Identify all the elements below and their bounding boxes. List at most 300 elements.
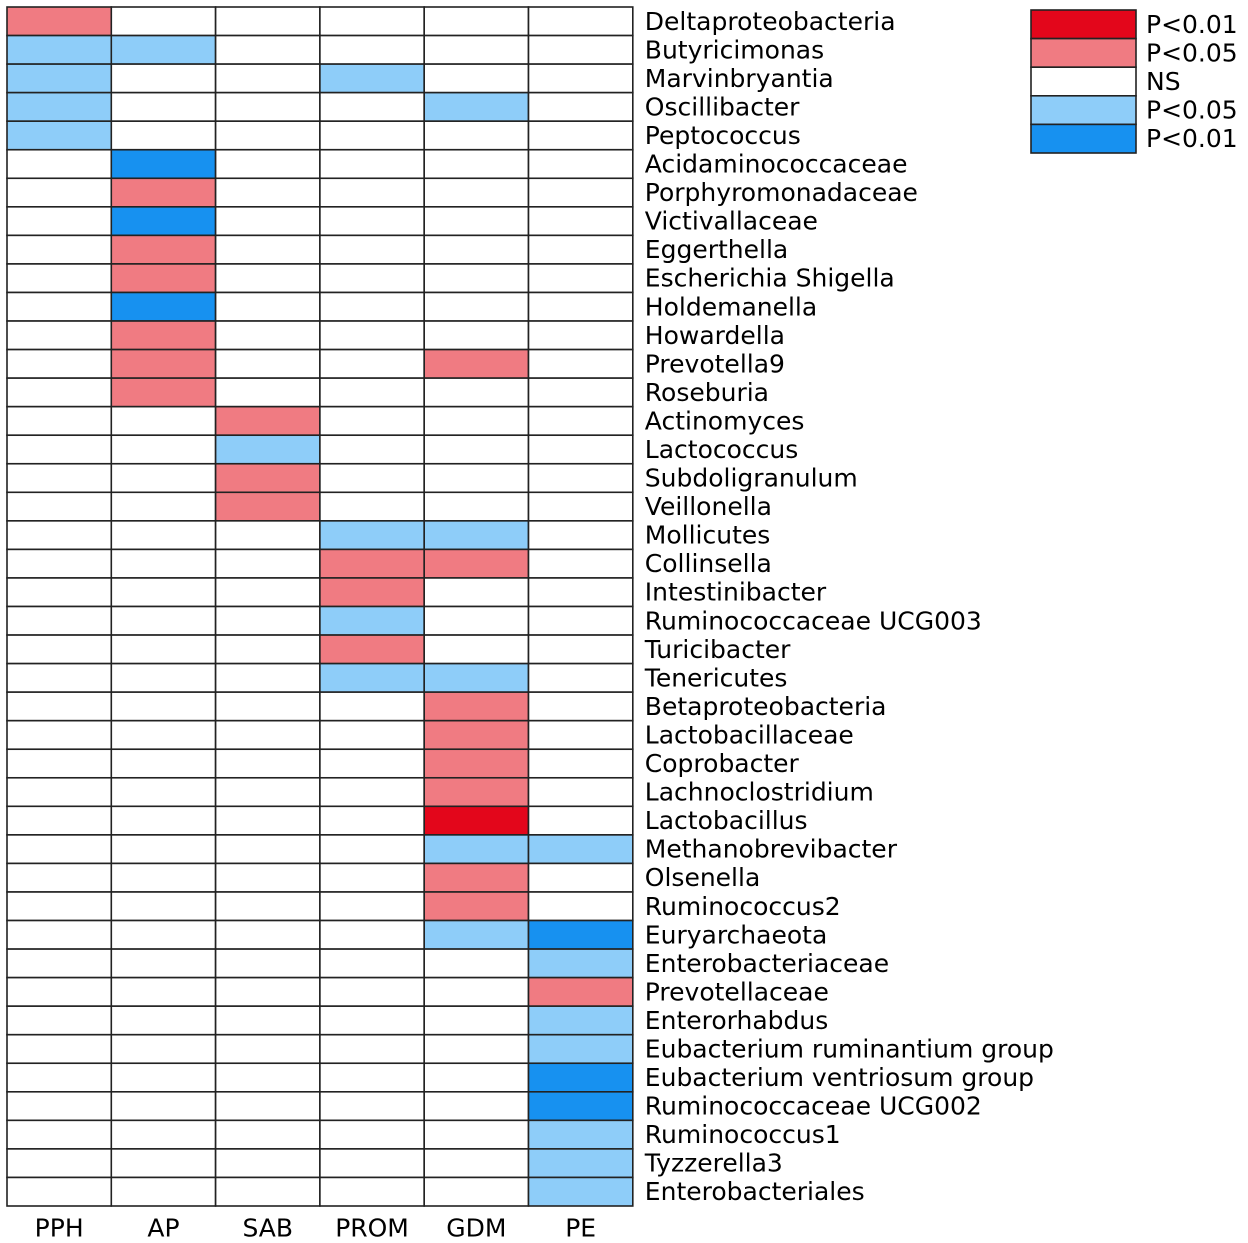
heatmap-cell-tyzzerella3-pph <box>7 1149 111 1178</box>
heatmap-cell-eggerthella-pph <box>7 235 111 264</box>
heatmap-cell-lachnoclostridium-pph <box>7 778 111 807</box>
row-label-porphyromonadaceae: Porphyromonadaceae <box>644 178 918 208</box>
column-label-sab: SAB <box>242 1213 294 1243</box>
heatmap-cell-lactobacillaceae-gdm <box>424 721 528 750</box>
heatmap-cell-olsenella-pe <box>529 863 633 892</box>
heatmap-cell-prevotellaceae-pph <box>7 978 111 1007</box>
heatmap-cell-butyricimonas-pe <box>529 36 633 65</box>
legend <box>1031 10 1238 153</box>
heatmap-cell-tenericutes-prom <box>320 664 424 693</box>
heatmap-cell-coprobacter-gdm <box>424 749 528 778</box>
heatmap-cell-roseburia-gdm <box>424 378 528 407</box>
row-label-euryarchaeota: Euryarchaeota <box>644 920 828 950</box>
heatmap-cell-eubacterium-ventriosum-group-pe <box>529 1063 633 1092</box>
heatmap-cell-lactobacillaceae-pe <box>529 721 633 750</box>
row-label-tenericutes: Tenericutes <box>644 663 788 693</box>
heatmap-cell-actinomyces-gdm <box>424 407 528 436</box>
heatmap-cell-collinsella-ap <box>111 549 215 578</box>
row-label-acidaminococcaceae: Acidaminococcaceae <box>644 149 908 179</box>
heatmap-cell-howardella-pe <box>529 321 633 350</box>
heatmap-cell-victivallaceae-gdm <box>424 207 528 236</box>
heatmap-cell-porphyromonadaceae-sab <box>216 178 320 207</box>
heatmap-cell-ruminococcus2-pph <box>7 892 111 921</box>
heatmap-cell-tyzzerella3-pe <box>529 1149 633 1178</box>
heatmap-cell-lactobacillus-prom <box>320 806 424 835</box>
heatmap-cell-ruminococcus1-prom <box>320 1120 424 1149</box>
legend-label-red_01: P<0.01 <box>1146 9 1238 39</box>
heatmap-cell-holdemanella-pe <box>529 292 633 321</box>
heatmap-cell-marvinbryantia-prom <box>320 64 424 93</box>
heatmap-cell-tyzzerella3-prom <box>320 1149 424 1178</box>
heatmap-cell-ruminococcaceae-ucg003-pe <box>529 607 633 636</box>
heatmap-cell-marvinbryantia-gdm <box>424 64 528 93</box>
heatmap-cell-marvinbryantia-pe <box>529 64 633 93</box>
heatmap-cell-enterorhabdus-pph <box>7 1006 111 1035</box>
heatmap-cell-turicibacter-sab <box>216 635 320 664</box>
heatmap-cell-methanobrevibacter-gdm <box>424 835 528 864</box>
legend-label-blue_05: P<0.05 <box>1146 95 1238 125</box>
heatmap-cell-marvinbryantia-ap <box>111 64 215 93</box>
heatmap-cell-deltaproteobacteria-sab <box>216 7 320 36</box>
heatmap-cell-actinomyces-pe <box>529 407 633 436</box>
column-label-pe: PE <box>565 1213 597 1243</box>
row-label-lactococcus: Lactococcus <box>644 434 799 464</box>
heatmap-cell-eubacterium-ruminantium-group-prom <box>320 1035 424 1064</box>
heatmap-cell-peptococcus-prom <box>320 121 424 150</box>
heatmap-cell-eggerthella-gdm <box>424 235 528 264</box>
heatmap-cell-acidaminococcaceae-ap <box>111 150 215 179</box>
heatmap-cell-methanobrevibacter-ap <box>111 835 215 864</box>
heatmap-cell-escherichia-shigella-gdm <box>424 264 528 293</box>
heatmap-cell-betaproteobacteria-ap <box>111 692 215 721</box>
heatmap-cell-enterorhabdus-sab <box>216 1006 320 1035</box>
heatmap-cell-ruminococcus1-sab <box>216 1120 320 1149</box>
heatmap-cell-enterobacteriales-ap <box>111 1177 215 1206</box>
heatmap-cell-enterobacteriaceae-pe <box>529 949 633 978</box>
heatmap-cell-ruminococcus2-prom <box>320 892 424 921</box>
heatmap-cell-oscillibacter-sab <box>216 93 320 122</box>
heatmap-cell-eubacterium-ventriosum-group-gdm <box>424 1063 528 1092</box>
column-labels <box>35 1214 596 1243</box>
row-label-marvinbryantia: Marvinbryantia <box>644 63 834 93</box>
heatmap-cell-betaproteobacteria-prom <box>320 692 424 721</box>
heatmap-cell-porphyromonadaceae-pe <box>529 178 633 207</box>
heatmap-cell-acidaminococcaceae-pe <box>529 150 633 179</box>
heatmap-cell-turicibacter-gdm <box>424 635 528 664</box>
heatmap-cell-ruminococcus1-pe <box>529 1120 633 1149</box>
heatmap-cell-mollicutes-gdm <box>424 521 528 550</box>
heatmap-cell-ruminococcus1-gdm <box>424 1120 528 1149</box>
row-label-escherichia-shigella: Escherichia Shigella <box>644 263 895 293</box>
heatmap-cell-ruminococcus1-ap <box>111 1120 215 1149</box>
heatmap-cell-escherichia-shigella-pe <box>529 264 633 293</box>
row-label-butyricimonas: Butyricimonas <box>644 35 825 65</box>
heatmap-cell-collinsella-sab <box>216 549 320 578</box>
legend-swatch-red_01 <box>1031 10 1136 39</box>
legend-label-ns: NS <box>1146 67 1181 96</box>
heatmap-cell-enterorhabdus-prom <box>320 1006 424 1035</box>
heatmap-cell-subdoligranulum-sab <box>216 464 320 493</box>
heatmap-cell-holdemanella-pph <box>7 292 111 321</box>
heatmap-cell-marvinbryantia-pph <box>7 64 111 93</box>
column-label-gdm: GDM <box>446 1213 507 1243</box>
row-label-howardella: Howardella <box>644 320 785 350</box>
column-label-pph: PPH <box>34 1213 84 1243</box>
row-label-eubacterium-ruminantium-group: Eubacterium ruminantium group <box>644 1034 1054 1064</box>
row-label-olsenella: Olsenella <box>644 863 761 893</box>
heatmap-cell-ruminococcus1-pph <box>7 1120 111 1149</box>
row-label-prevotellaceae: Prevotellaceae <box>644 977 829 1007</box>
heatmap-cell-victivallaceae-prom <box>320 207 424 236</box>
row-label-turicibacter: Turicibacter <box>644 634 791 664</box>
heatmap-cell-veillonella-sab <box>216 492 320 521</box>
heatmap-cell-deltaproteobacteria-pe <box>529 7 633 36</box>
legend-label-red_05: P<0.05 <box>1146 38 1238 68</box>
row-label-ruminococcus2: Ruminococcus2 <box>644 891 841 921</box>
heatmap-cell-holdemanella-prom <box>320 292 424 321</box>
heatmap-cell-lachnoclostridium-pe <box>529 778 633 807</box>
heatmap-cell-euryarchaeota-pph <box>7 921 111 950</box>
heatmap-cell-prevotellaceae-sab <box>216 978 320 1007</box>
heatmap-cell-olsenella-prom <box>320 863 424 892</box>
heatmap-cell-butyricimonas-gdm <box>424 36 528 65</box>
heatmap-cell-actinomyces-prom <box>320 407 424 436</box>
heatmap-cell-peptococcus-gdm <box>424 121 528 150</box>
heatmap-cell-prevotella9-ap <box>111 350 215 379</box>
heatmap-cell-enterobacteriales-gdm <box>424 1177 528 1206</box>
heatmap-cell-enterobacteriales-pph <box>7 1177 111 1206</box>
heatmap-cell-betaproteobacteria-pe <box>529 692 633 721</box>
heatmap-cell-turicibacter-prom <box>320 635 424 664</box>
heatmap-cell-betaproteobacteria-gdm <box>424 692 528 721</box>
heatmap-cell-holdemanella-sab <box>216 292 320 321</box>
row-label-enterorhabdus: Enterorhabdus <box>644 1005 829 1035</box>
row-label-ruminococcaceae-ucg003: Ruminococcaceae UCG003 <box>644 606 982 636</box>
heatmap-cell-euryarchaeota-prom <box>320 921 424 950</box>
heatmap-cell-collinsella-gdm <box>424 549 528 578</box>
heatmap-cell-lactococcus-prom <box>320 435 424 464</box>
row-label-lactobacillus: Lactobacillus <box>644 806 808 836</box>
heatmap-cell-prevotellaceae-ap <box>111 978 215 1007</box>
legend-swatch-ns <box>1031 67 1136 96</box>
heatmap-cell-lachnoclostridium-sab <box>216 778 320 807</box>
row-label-ruminococcus1: Ruminococcus1 <box>644 1120 841 1150</box>
heatmap-cell-eggerthella-pe <box>529 235 633 264</box>
row-label-coprobacter: Coprobacter <box>644 749 799 779</box>
heatmap-cell-ruminococcaceae-ucg003-ap <box>111 607 215 636</box>
heatmap-cell-eubacterium-ruminantium-group-sab <box>216 1035 320 1064</box>
row-label-victivallaceae: Victivallaceae <box>644 206 818 236</box>
heatmap-cell-lactobacillaceae-sab <box>216 721 320 750</box>
heatmap-cell-acidaminococcaceae-sab <box>216 150 320 179</box>
heatmap-cell-ruminococcaceae-ucg003-gdm <box>424 607 528 636</box>
heatmap-cell-victivallaceae-pph <box>7 207 111 236</box>
heatmap-cell-butyricimonas-sab <box>216 36 320 65</box>
heatmap-cell-deltaproteobacteria-ap <box>111 7 215 36</box>
heatmap-cell-ruminococcus2-pe <box>529 892 633 921</box>
heatmap-cell-ruminococcus2-ap <box>111 892 215 921</box>
heatmap-cell-eubacterium-ruminantium-group-ap <box>111 1035 215 1064</box>
heatmap-cell-ruminococcaceae-ucg002-ap <box>111 1092 215 1121</box>
heatmap-cell-peptococcus-ap <box>111 121 215 150</box>
row-label-eubacterium-ventriosum-group: Eubacterium ventriosum group <box>644 1063 1035 1093</box>
heatmap-cell-veillonella-prom <box>320 492 424 521</box>
heatmap-cell-acidaminococcaceae-gdm <box>424 150 528 179</box>
heatmap-cell-ruminococcaceae-ucg003-sab <box>216 607 320 636</box>
heatmap-cell-lactobacillus-sab <box>216 806 320 835</box>
heatmap-cell-ruminococcus2-gdm <box>424 892 528 921</box>
heatmap-cell-lactobacillaceae-ap <box>111 721 215 750</box>
heatmap-cell-mollicutes-pe <box>529 521 633 550</box>
legend-swatch-blue_05 <box>1031 96 1136 125</box>
heatmap-cell-butyricimonas-pph <box>7 36 111 65</box>
heatmap-cell-tenericutes-pph <box>7 664 111 693</box>
row-label-subdoligranulum: Subdoligranulum <box>644 463 858 493</box>
heatmap-cell-coprobacter-sab <box>216 749 320 778</box>
heatmap-cell-peptococcus-sab <box>216 121 320 150</box>
heatmap-cell-roseburia-sab <box>216 378 320 407</box>
row-label-prevotella9: Prevotella9 <box>644 349 785 379</box>
heatmap-cell-roseburia-pph <box>7 378 111 407</box>
heatmap-cell-intestinibacter-prom <box>320 578 424 607</box>
heatmap-cell-prevotellaceae-prom <box>320 978 424 1007</box>
heatmap-cell-intestinibacter-gdm <box>424 578 528 607</box>
row-label-eggerthella: Eggerthella <box>644 235 789 265</box>
heatmap-cell-enterobacteriales-pe <box>529 1177 633 1206</box>
heatmap-cell-collinsella-pph <box>7 549 111 578</box>
heatmap-cell-marvinbryantia-sab <box>216 64 320 93</box>
heatmap-cell-eggerthella-sab <box>216 235 320 264</box>
heatmap-cell-turicibacter-pe <box>529 635 633 664</box>
column-label-prom: PROM <box>335 1213 409 1243</box>
heatmap-cell-veillonella-gdm <box>424 492 528 521</box>
heatmap-cell-lactobacillus-pe <box>529 806 633 835</box>
heatmap-cell-actinomyces-ap <box>111 407 215 436</box>
heatmap-cell-actinomyces-sab <box>216 407 320 436</box>
heatmap-cell-veillonella-pe <box>529 492 633 521</box>
heatmap-cell-euryarchaeota-ap <box>111 921 215 950</box>
heatmap-cell-veillonella-ap <box>111 492 215 521</box>
heatmap-cell-howardella-gdm <box>424 321 528 350</box>
legend-swatch-red_05 <box>1031 39 1136 68</box>
heatmap-cell-enterorhabdus-gdm <box>424 1006 528 1035</box>
heatmap-cell-porphyromonadaceae-pph <box>7 178 111 207</box>
heatmap-cell-eubacterium-ventriosum-group-prom <box>320 1063 424 1092</box>
heatmap-cell-victivallaceae-pe <box>529 207 633 236</box>
heatmap-cell-lachnoclostridium-prom <box>320 778 424 807</box>
heatmap-cell-intestinibacter-pph <box>7 578 111 607</box>
heatmap-cell-mollicutes-prom <box>320 521 424 550</box>
heatmap-cell-acidaminococcaceae-prom <box>320 150 424 179</box>
heatmap-cell-enterobacteriaceae-gdm <box>424 949 528 978</box>
heatmap-cell-oscillibacter-prom <box>320 93 424 122</box>
heatmap-cell-coprobacter-pe <box>529 749 633 778</box>
heatmap-cell-euryarchaeota-sab <box>216 921 320 950</box>
heatmap-cell-subdoligranulum-pe <box>529 464 633 493</box>
heatmap-cell-roseburia-pe <box>529 378 633 407</box>
heatmap-cell-porphyromonadaceae-prom <box>320 178 424 207</box>
heatmap-cell-veillonella-pph <box>7 492 111 521</box>
heatmap-cell-lachnoclostridium-ap <box>111 778 215 807</box>
row-label-actinomyces: Actinomyces <box>644 406 805 436</box>
heatmap-cell-turicibacter-pph <box>7 635 111 664</box>
row-label-veillonella: Veillonella <box>644 492 772 522</box>
heatmap-cell-collinsella-pe <box>529 549 633 578</box>
heatmap-cell-methanobrevibacter-pe <box>529 835 633 864</box>
heatmap-cell-ruminococcaceae-ucg002-pph <box>7 1092 111 1121</box>
heatmap-cell-escherichia-shigella-prom <box>320 264 424 293</box>
heatmap-cell-howardella-sab <box>216 321 320 350</box>
heatmap-cell-eubacterium-ventriosum-group-pph <box>7 1063 111 1092</box>
heatmap-cell-lactobacillaceae-prom <box>320 721 424 750</box>
heatmap-cell-eubacterium-ventriosum-group-ap <box>111 1063 215 1092</box>
heatmap-cell-tenericutes-pe <box>529 664 633 693</box>
heatmap-cell-oscillibacter-gdm <box>424 93 528 122</box>
heatmap-cell-lactococcus-ap <box>111 435 215 464</box>
row-label-methanobrevibacter: Methanobrevibacter <box>644 834 897 864</box>
heatmap-cell-howardella-ap <box>111 321 215 350</box>
heatmap-cell-collinsella-prom <box>320 549 424 578</box>
legend-label-blue_01: P<0.01 <box>1146 124 1238 154</box>
heatmap-cell-olsenella-pph <box>7 863 111 892</box>
heatmap-cell-enterobacteriales-sab <box>216 1177 320 1206</box>
heatmap-cell-lachnoclostridium-gdm <box>424 778 528 807</box>
heatmap-cell-prevotellaceae-gdm <box>424 978 528 1007</box>
heatmap-cell-eubacterium-ruminantium-group-pph <box>7 1035 111 1064</box>
heatmap-cell-prevotella9-pph <box>7 350 111 379</box>
heatmap-cell-ruminococcaceae-ucg002-prom <box>320 1092 424 1121</box>
heatmap-cell-holdemanella-gdm <box>424 292 528 321</box>
heatmap-cell-turicibacter-ap <box>111 635 215 664</box>
heatmap-cell-peptococcus-pe <box>529 121 633 150</box>
legend-swatch-blue_01 <box>1031 124 1136 153</box>
heatmap-cell-eubacterium-ventriosum-group-sab <box>216 1063 320 1092</box>
heatmap-cell-subdoligranulum-gdm <box>424 464 528 493</box>
heatmap-cell-holdemanella-ap <box>111 292 215 321</box>
heatmap-cell-ruminococcaceae-ucg003-pph <box>7 607 111 636</box>
heatmap-cell-ruminococcaceae-ucg002-pe <box>529 1092 633 1121</box>
heatmap-cell-enterobacteriaceae-pph <box>7 949 111 978</box>
heatmap-cell-methanobrevibacter-pph <box>7 835 111 864</box>
heatmap-cells <box>7 7 633 1206</box>
heatmap-cell-enterorhabdus-ap <box>111 1006 215 1035</box>
heatmap-cell-lactobacillus-ap <box>111 806 215 835</box>
heatmap-cell-peptococcus-pph <box>7 121 111 150</box>
heatmap-cell-howardella-pph <box>7 321 111 350</box>
row-label-betaproteobacteria: Betaproteobacteria <box>644 691 887 721</box>
heatmap-cell-enterobacteriales-prom <box>320 1177 424 1206</box>
heatmap-cell-tyzzerella3-ap <box>111 1149 215 1178</box>
row-label-enterobacteriales: Enterobacteriales <box>644 1177 865 1207</box>
heatmap-cell-eggerthella-ap <box>111 235 215 264</box>
heatmap-cell-escherichia-shigella-sab <box>216 264 320 293</box>
heatmap-cell-escherichia-shigella-ap <box>111 264 215 293</box>
heatmap-cell-tenericutes-gdm <box>424 664 528 693</box>
heatmap-cell-tyzzerella3-sab <box>216 1149 320 1178</box>
heatmap-cell-oscillibacter-pe <box>529 93 633 122</box>
heatmap-cell-enterobacteriaceae-ap <box>111 949 215 978</box>
row-label-lactobacillaceae: Lactobacillaceae <box>644 720 854 750</box>
heatmap-cell-coprobacter-ap <box>111 749 215 778</box>
heatmap-cell-prevotella9-prom <box>320 350 424 379</box>
row-label-intestinibacter: Intestinibacter <box>644 577 827 607</box>
heatmap-cell-lactococcus-pph <box>7 435 111 464</box>
heatmap-cell-olsenella-ap <box>111 863 215 892</box>
heatmap-cell-methanobrevibacter-sab <box>216 835 320 864</box>
heatmap-cell-olsenella-gdm <box>424 863 528 892</box>
heatmap-cell-ruminococcaceae-ucg002-gdm <box>424 1092 528 1121</box>
heatmap-cell-lactobacillus-gdm <box>424 806 528 835</box>
row-label-oscillibacter: Oscillibacter <box>644 92 800 122</box>
heatmap-cell-tyzzerella3-gdm <box>424 1149 528 1178</box>
row-label-ruminococcaceae-ucg002: Ruminococcaceae UCG002 <box>644 1091 982 1121</box>
heatmap-cell-coprobacter-pph <box>7 749 111 778</box>
heatmap-cell-victivallaceae-sab <box>216 207 320 236</box>
heatmap-cell-enterorhabdus-pe <box>529 1006 633 1035</box>
heatmap-cell-deltaproteobacteria-prom <box>320 7 424 36</box>
row-label-collinsella: Collinsella <box>644 549 772 579</box>
heatmap-cell-deltaproteobacteria-pph <box>7 7 111 36</box>
heatmap-cell-betaproteobacteria-sab <box>216 692 320 721</box>
heatmap-cell-olsenella-sab <box>216 863 320 892</box>
heatmap-cell-oscillibacter-pph <box>7 93 111 122</box>
heatmap-cell-tenericutes-ap <box>111 664 215 693</box>
heatmap-cell-lactococcus-gdm <box>424 435 528 464</box>
heatmap-cell-prevotella9-pe <box>529 350 633 379</box>
heatmap-cell-intestinibacter-pe <box>529 578 633 607</box>
heatmap-cell-lactobacillaceae-pph <box>7 721 111 750</box>
heatmap-cell-acidaminococcaceae-pph <box>7 150 111 179</box>
heatmap-cell-prevotella9-gdm <box>424 350 528 379</box>
heatmap-cell-escherichia-shigella-pph <box>7 264 111 293</box>
heatmap-cell-howardella-prom <box>320 321 424 350</box>
heatmap-cell-tenericutes-sab <box>216 664 320 693</box>
heatmap-cell-porphyromonadaceae-gdm <box>424 178 528 207</box>
heatmap-cell-subdoligranulum-pph <box>7 464 111 493</box>
heatmap-cell-ruminococcaceae-ucg003-prom <box>320 607 424 636</box>
row-label-holdemanella: Holdemanella <box>644 292 818 322</box>
heatmap-cell-prevotella9-sab <box>216 350 320 379</box>
heatmap-cell-methanobrevibacter-prom <box>320 835 424 864</box>
heatmap-cell-enterobacteriaceae-prom <box>320 949 424 978</box>
heatmap-cell-euryarchaeota-gdm <box>424 921 528 950</box>
heatmap-cell-enterobacteriaceae-sab <box>216 949 320 978</box>
heatmap-cell-lactococcus-sab <box>216 435 320 464</box>
heatmap-cell-coprobacter-prom <box>320 749 424 778</box>
row-label-mollicutes: Mollicutes <box>644 520 771 550</box>
heatmap-cell-victivallaceae-ap <box>111 207 215 236</box>
heatmap-cell-butyricimonas-prom <box>320 36 424 65</box>
heatmap-cell-betaproteobacteria-pph <box>7 692 111 721</box>
heatmap-cell-porphyromonadaceae-ap <box>111 178 215 207</box>
row-label-peptococcus: Peptococcus <box>644 120 801 150</box>
heatmap-cell-ruminococcus2-sab <box>216 892 320 921</box>
heatmap-cell-roseburia-ap <box>111 378 215 407</box>
heatmap-cell-roseburia-prom <box>320 378 424 407</box>
row-label-deltaproteobacteria: Deltaproteobacteria <box>644 6 896 36</box>
heatmap-cell-intestinibacter-sab <box>216 578 320 607</box>
heatmap-cell-deltaproteobacteria-gdm <box>424 7 528 36</box>
column-label-ap: AP <box>147 1213 180 1243</box>
heatmap-cell-euryarchaeota-pe <box>529 921 633 950</box>
row-labels <box>644 7 1054 1206</box>
heatmap-cell-prevotellaceae-pe <box>529 978 633 1007</box>
heatmap-cell-mollicutes-sab <box>216 521 320 550</box>
heatmap-cell-butyricimonas-ap <box>111 36 215 65</box>
heatmap-cell-oscillibacter-ap <box>111 93 215 122</box>
heatmap-cell-lactobacillus-pph <box>7 806 111 835</box>
heatmap-cell-actinomyces-pph <box>7 407 111 436</box>
